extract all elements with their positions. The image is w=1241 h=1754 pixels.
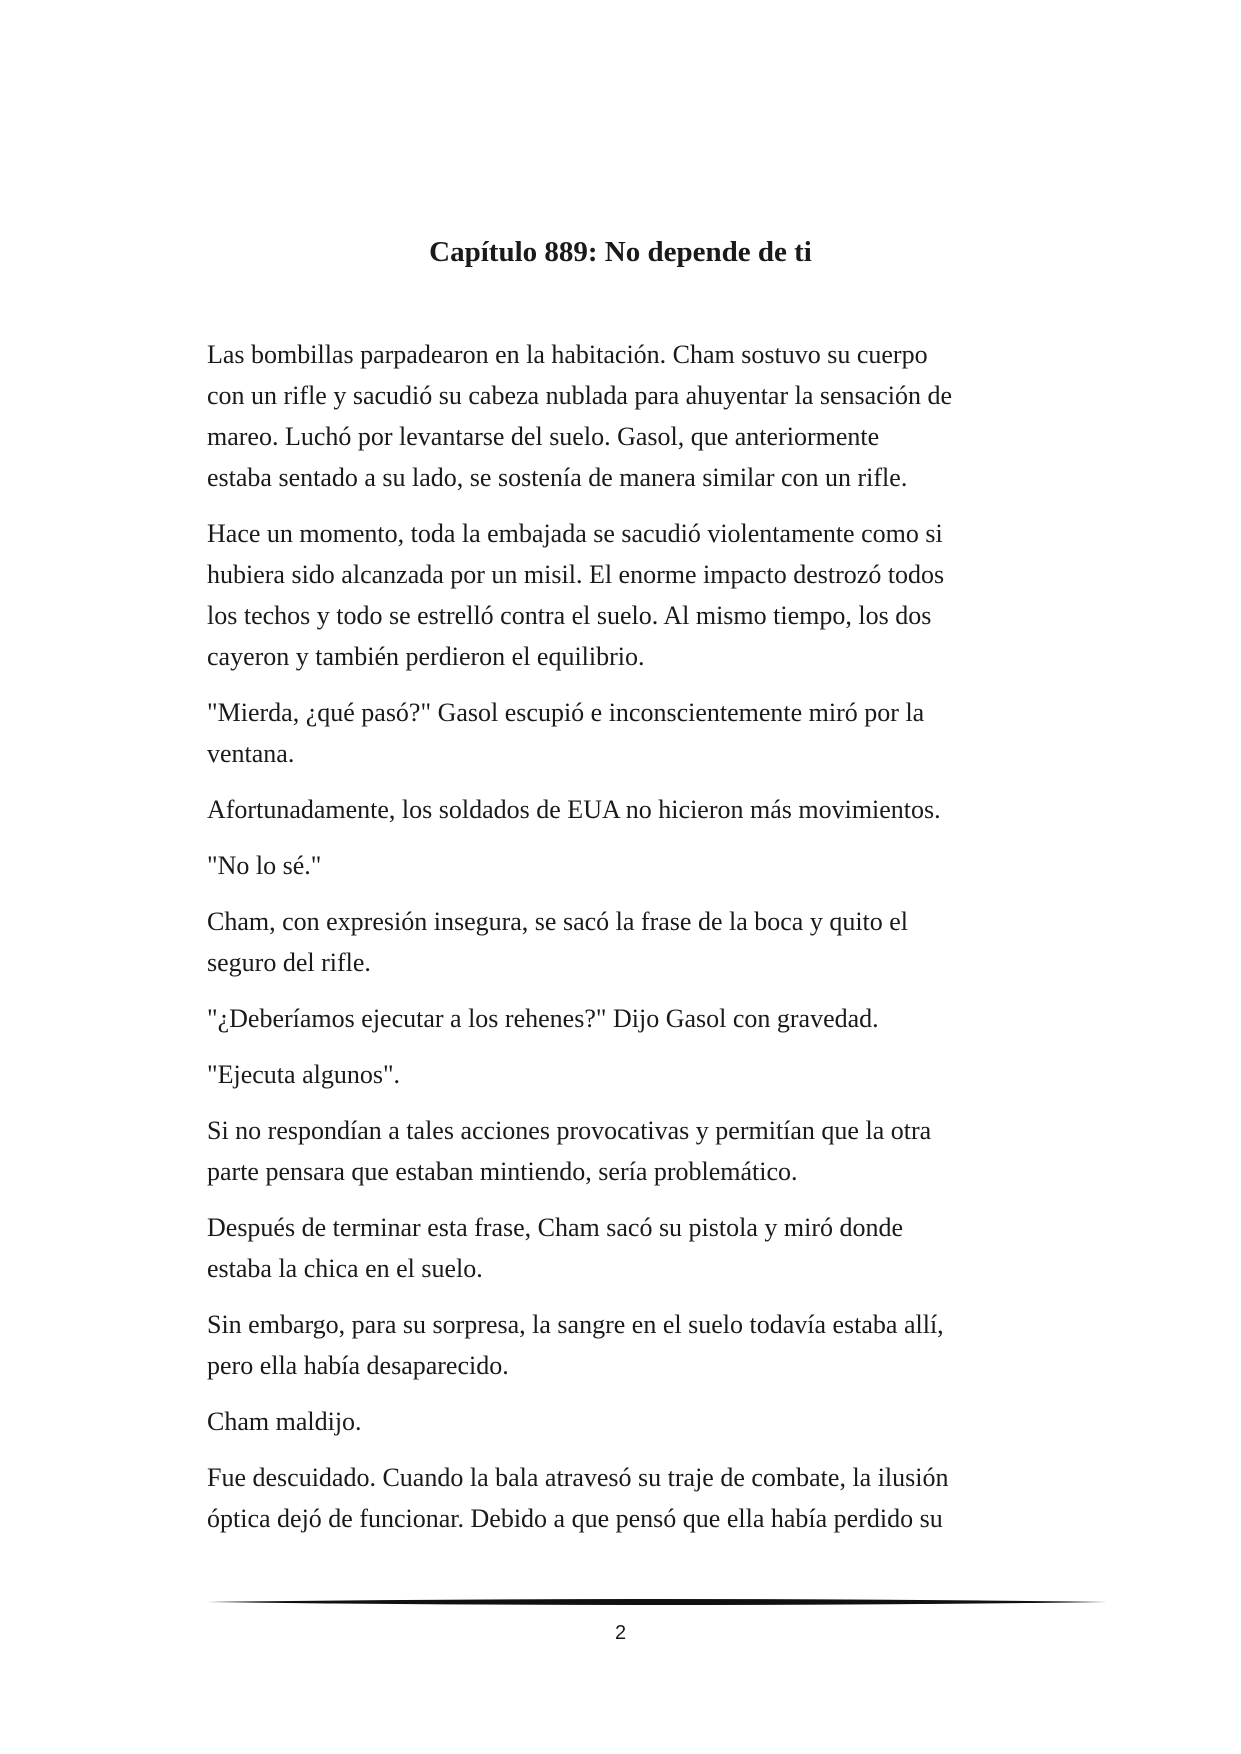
paragraph <box>207 513 1067 677</box>
paragraph <box>207 998 1067 1039</box>
text-line: hubiera sido alcanzada por un misil. El enorme impacto destrozó todos <box>207 560 945 589</box>
paragraph <box>207 334 1067 498</box>
text-line: Hace un momento, toda la embajada se sacudió violentamente como si <box>207 519 943 548</box>
paragraph <box>207 901 1067 983</box>
text-line: cayeron y también perdieron el equilibrio. <box>207 642 645 671</box>
paragraph <box>207 1401 1067 1442</box>
paragraph <box>207 1207 1067 1289</box>
paragraph <box>207 789 1067 830</box>
text-line: Cham maldijo. <box>207 1407 362 1436</box>
text-line: estaba sentado a su lado, se sostenía de manera similar con un rifle. <box>207 463 908 492</box>
text-line: "¿Deberíamos ejecutar a los rehenes?" Dijo Gasol con gravedad. <box>207 1004 879 1033</box>
text-line: mareo. Luchó por levantarse del suelo. Gasol, que anteriormente <box>207 422 880 451</box>
paragraph <box>207 692 1067 774</box>
text-line: seguro del rifle. <box>207 948 371 977</box>
paragraph <box>207 1110 1067 1192</box>
text-line: "Mierda, ¿qué pasó?" Gasol escupió e inconscientemente miró por la <box>207 698 925 727</box>
text-line: ventana. <box>207 739 295 768</box>
text-line: "Ejecuta algunos". <box>207 1060 401 1089</box>
text-line: Fue descuidado. Cuando la bala atravesó su traje de combate, la ilusión <box>207 1463 949 1492</box>
text-line: Afortunadamente, los soldados de EUA no hicieron más movimientos. <box>207 795 941 824</box>
text-line: parte pensara que estaban mintiendo, sería problemático. <box>207 1157 798 1186</box>
chapter-title: Capítulo 889: No depende de ti <box>429 236 812 268</box>
text-line: estaba la chica en el suelo. <box>207 1254 483 1283</box>
text-line: pero ella había desaparecido. <box>207 1351 509 1380</box>
paragraph <box>207 845 1067 886</box>
paragraph <box>207 1054 1067 1095</box>
paragraph <box>207 1457 1067 1539</box>
text-line: los techos y todo se estrelló contra el suelo. Al mismo tiempo, los dos <box>207 601 932 630</box>
text-line: con un rifle y sacudió su cabeza nublada para ahuyentar la sensación de <box>207 381 953 410</box>
text-line: óptica dejó de funcionar. Debido a que pensó que ella había perdido su <box>207 1504 943 1533</box>
text-line: Después de terminar esta frase, Cham sacó su pistola y miró donde <box>207 1213 904 1242</box>
text-line: "No lo sé." <box>207 851 322 880</box>
text-line: Sin embargo, para su sorpresa, la sangre en el suelo todavía estaba allí, <box>207 1310 944 1339</box>
text-line: Cham, con expresión insegura, se sacó la frase de la boca y quito el <box>207 907 909 936</box>
text-line: Si no respondían a tales acciones provocativas y permitían que la otra <box>207 1116 932 1145</box>
chapter-body <box>207 334 1067 1554</box>
paragraph <box>207 1304 1067 1386</box>
page-number: 2 <box>614 1622 627 1644</box>
text-line: Las bombillas parpadearon en la habitación. Cham sostuvo su cuerpo <box>207 340 928 369</box>
footer-divider <box>207 1597 1107 1607</box>
